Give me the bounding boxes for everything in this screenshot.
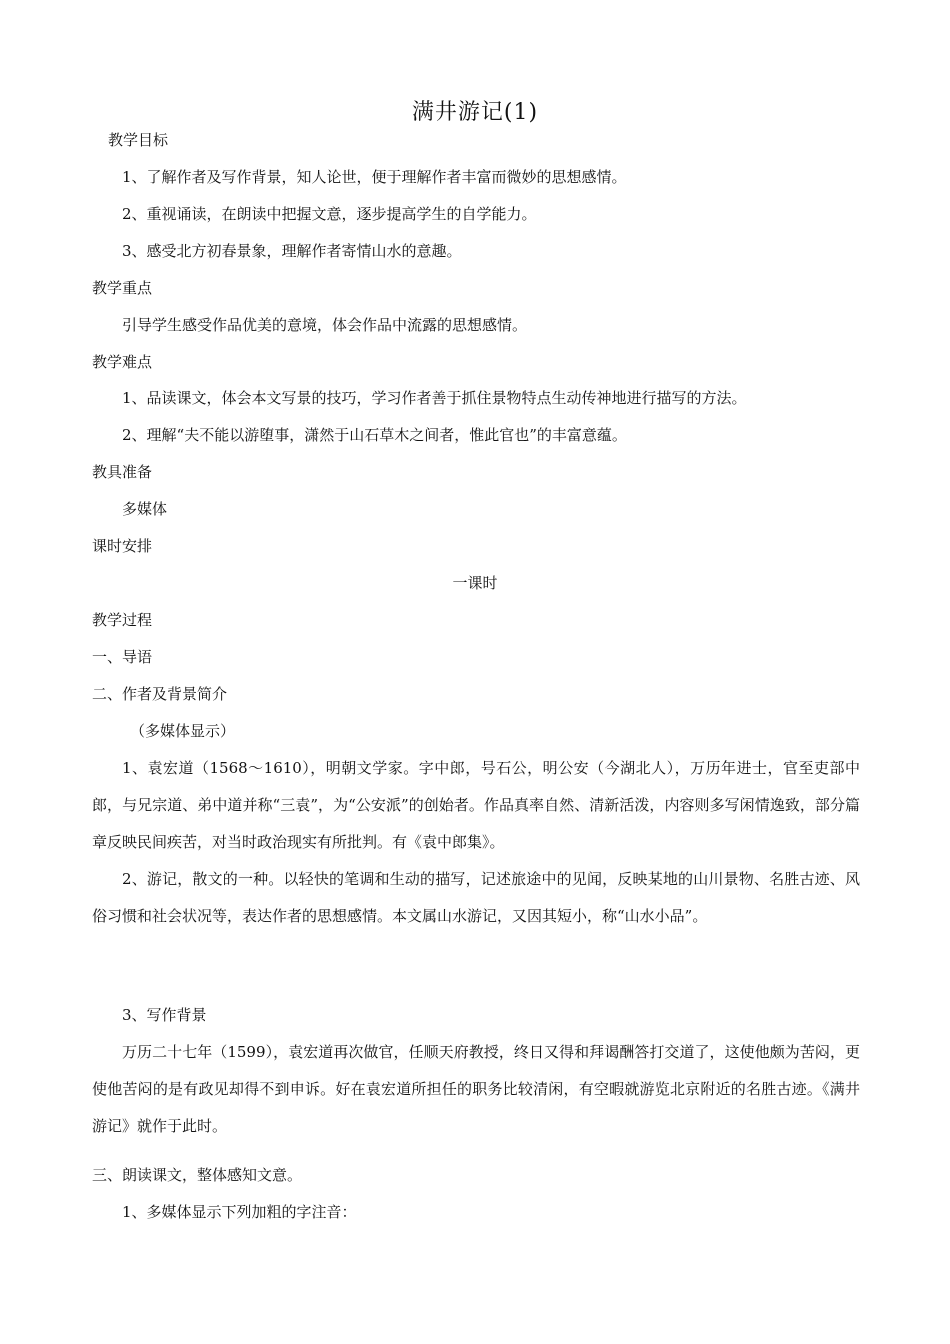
- materials-heading: 教具准备: [92, 463, 153, 481]
- multimedia-note: （多媒体显示）: [130, 722, 236, 740]
- background-heading: 3、写作背景: [122, 1006, 207, 1024]
- objectives-heading: 教学目标: [108, 131, 169, 149]
- difficulty-item-1: 1、品读课文，体会本文写景的技巧，学习作者善于抓住景物特点生动传神地进行描写的方法。: [122, 389, 747, 407]
- author-paragraph: 1、袁宏道（1568～1610），明朝文学家。字中郎，号石公，明公安（今湖北人），万历年进士，官至吏部中郎，与兄宗道、弟中道并称“三袁”，为“公安派”的创始者。作品真率自然、清新活泼，内容则多写闲情逸致，部分篇章反映民间疾苦，对当时政治现实有所批判。有《袁中郎集》。: [92, 759, 860, 851]
- objective-item-2: 2、重视诵读，在朗读中把握文意，逐步提高学生的自学能力。: [122, 205, 537, 223]
- process-step-2: 二、作者及背景简介: [92, 685, 228, 703]
- difficulties-heading: 教学难点: [92, 353, 153, 371]
- key-points-text: 引导学生感受作品优美的意境，体会作品中流露的思想感情。: [122, 316, 528, 334]
- objective-item-3: 3、感受北方初春景象，理解作者寄情山水的意趣。: [122, 242, 462, 260]
- objective-item-1: 1、了解作者及写作背景，知人论世，便于理解作者丰富而微妙的思想感情。: [122, 168, 627, 186]
- schedule-text: 一课时: [452, 574, 498, 592]
- materials-text: 多媒体: [122, 500, 168, 518]
- genre-paragraph: 2、游记，散文的一种。以轻快的笔调和生动的描写，记述旅途中的见闻，反映某地的山川景物、名胜古迹、风俗习惯和社会状况等，表达作者的思想感情。本文属山水游记，又因其短小，称“山水小品”。: [92, 870, 860, 925]
- page-title: 满井游记(1): [411, 100, 539, 125]
- difficulty-item-2: 2、理解“夫不能以游堕事，潇然于山石草木之间者，惟此官也”的丰富意蕴。: [122, 426, 627, 444]
- process-step-1: 一、导语: [92, 648, 153, 666]
- process-heading: 教学过程: [92, 611, 153, 629]
- process-step-3-item-1: 1、多媒体显示下列加粗的字注音：: [122, 1203, 357, 1221]
- key-points-heading: 教学重点: [92, 279, 153, 297]
- schedule-heading: 课时安排: [92, 537, 153, 555]
- background-paragraph: 万历二十七年（1599），袁宏道再次做官，任顺天府教授，终日又得和拜谒酬答打交道了，这使他颇为苦闷，更使他苦闷的是有政见却得不到申诉。好在袁宏道所担任的职务比较清闲，有空暇就游览北京附近的名胜古迹。《满井游记》就作于此时。: [92, 1043, 860, 1135]
- process-step-3: 三、朗读课文，整体感知文意。: [92, 1166, 303, 1184]
